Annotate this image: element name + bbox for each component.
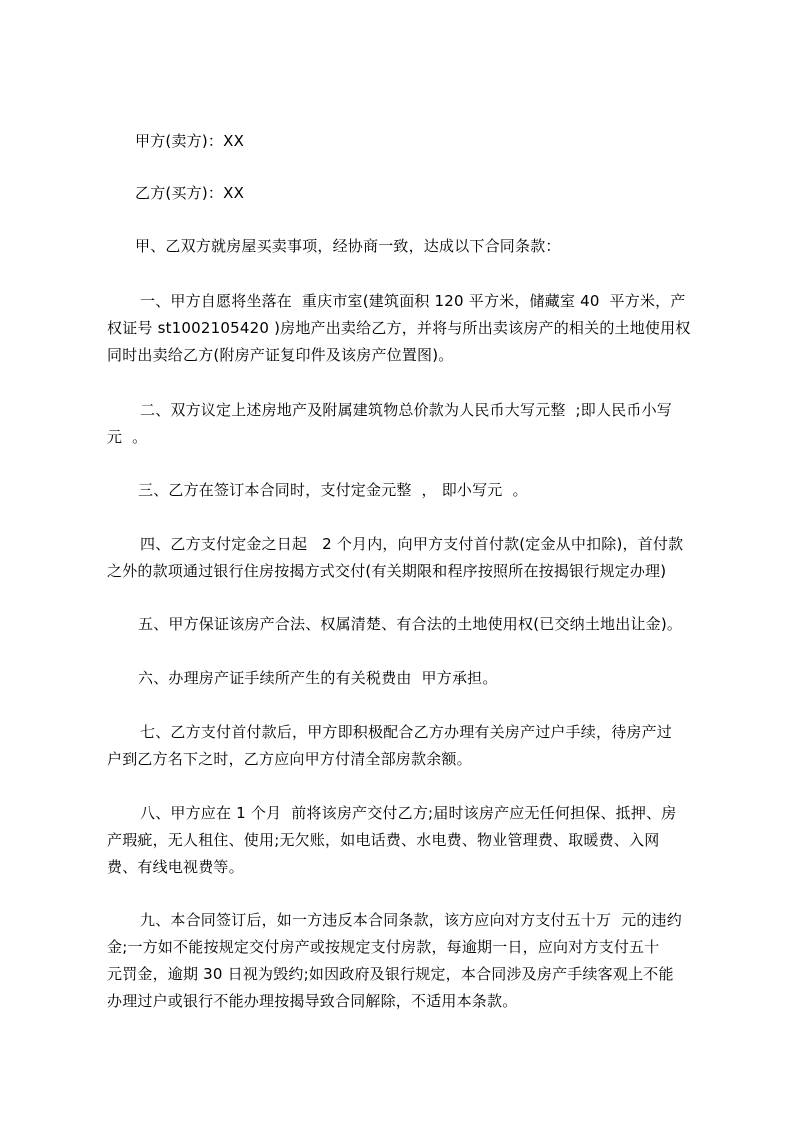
clause-9-line-3: 元罚金，逾期 30 日视为毁约;如因政府及银行规定，本合同涉及房产手续客观上不能 — [107, 965, 674, 983]
clause-7-line-2: 户到乙方名下之时，乙方应向甲方付清全部房款余额。 — [107, 750, 472, 768]
clause-2-line-1: 二、双方议定上述房地产及附属建筑物总价款为人民币大写元整 ;即人民币小写 — [140, 401, 672, 419]
clause-5-line-1: 五、甲方保证该房产合法、权属清楚、有合法的土地使用权(已交纳土地出让金)。 — [138, 615, 683, 633]
intro-line: 甲、乙双方就房屋买卖事项，经协商一致，达成以下合同条款： — [135, 237, 561, 255]
clause-3-line-1: 三、乙方在签订本合同时，支付定金元整 ， 即小写元 。 — [138, 481, 528, 499]
clause-9-line-4: 办理过户或银行不能办理按揭导致合同解除，不适用本条款。 — [107, 992, 518, 1010]
clause-8-line-3: 费、有线电视费等。 — [107, 858, 244, 876]
clause-9-line-2: 金;一方如不能按规定交付房产或按规定支付房款，每逾期一日，应向对方支付五十 — [107, 938, 660, 956]
clause-4-line-2: 之外的款项通过银行住房按揭方式交付(有关期限和程序按照所在按揭银行规定办理) — [107, 562, 667, 580]
clause-6-line-1: 六、办理房产证手续所产生的有关税费由 甲方承担。 — [138, 669, 498, 687]
clause-1-line-2: 权证号 st1002105420 )房地产出卖给乙方，并将与所出卖该房产的相关的土地使用权 — [107, 319, 691, 337]
clause-2-line-2: 元 。 — [107, 428, 148, 446]
party-b-line: 乙方(买方)：XX — [135, 184, 245, 202]
clause-1-line-3: 同时出卖给乙方(附房产证复印件及该房产位置图)。 — [107, 346, 454, 364]
clause-7-line-1: 七、乙方支付首付款后，甲方即积极配合乙方办理有关房产过户手续，待房产过 — [140, 723, 673, 741]
clause-8-line-2: 产瑕疵，无人租住、使用;无欠账，如电话费、水电费、物业管理费、取暖费、入网 — [107, 831, 660, 849]
clause-4-line-1: 四、乙方支付定金之日起 2 个月内，向甲方支付首付款(定金从中扣除)，首付款 — [140, 535, 684, 553]
clause-1-line-1: 一、甲方自愿将坐落在 重庆市室(建筑面积 120 平方米，储藏室 40 平方米，产 — [140, 292, 686, 310]
clause-9-line-1: 九、本合同签订后，如一方违反本合同条款，该方应向对方支付五十万 元的违约 — [140, 911, 682, 929]
clause-8-line-1: 八、甲方应在 1 个月 前将该房产交付乙方;届时该房产应无任何担保、抵押、房 — [140, 804, 677, 822]
party-a-line: 甲方(卖方)：XX — [135, 132, 245, 150]
